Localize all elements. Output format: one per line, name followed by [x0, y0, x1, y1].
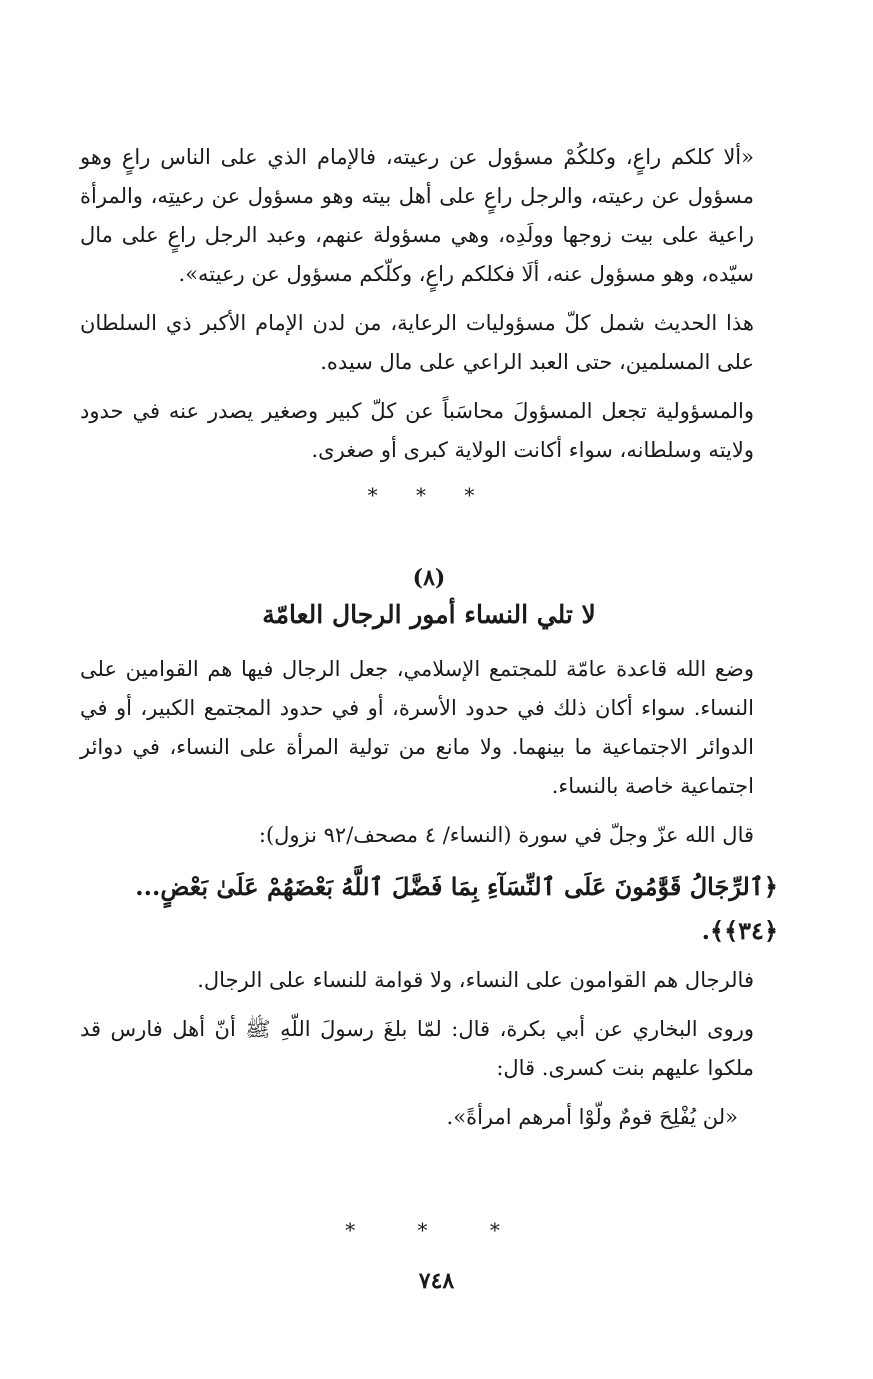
- chapter-title: لا تلي النساء أمور الرجال العامّة: [262, 600, 596, 629]
- page-number: ٧٤٨: [418, 1268, 455, 1294]
- page-body: [80, 138, 778, 1147]
- verse-intro: قال الله عزّ وجلّ في سورة (النساء/ ٤ مصحف/٩٢ نزول):: [258, 823, 754, 847]
- responsibility-paragraph: والمسؤولية تجعل المسؤولَ محاسَباً عن كلّ كبير وصغير يصدر عنه في حدود ولايته وسلطانه، سواء أكانت الولاية كبرى أو صغرى.: [80, 399, 754, 462]
- chapter-intro-paragraph: وضع الله قاعدة عامّة للمجتمع الإسلامي، جعل الرجال فيها هم القوامين على النساء. سواء أكان ذلك في حدود الأسرة، أو في حدود المجتمع الكبير، أو في الدوائر الاجتماعية ما بينهما. ولا مانع من تولية المرأة على النساء، في دوائر اجتماعية خاصة بالنساء.: [80, 657, 754, 798]
- after-verse-paragraph: فالرجال هم القوامون على النساء، ولا قوامة للنساء على الرجال.: [197, 968, 754, 992]
- section-separator: * * *: [367, 483, 491, 507]
- hadith-quote: «لن يُفْلِحَ قومٌ ولّوْا أمرهم امرأةً».: [446, 1105, 738, 1129]
- quran-verse: ﴿ٱلرِّجَالُ قَوَّٰمُونَ عَلَى ٱلنِّسَآءِ بِمَا فَضَّلَ ٱللَّهُ بَعْضَهُمْ عَلَىٰ بَعْضٍ... ﴿٣٤﴾﴾.: [135, 872, 778, 945]
- end-separator: * * *: [345, 1218, 528, 1242]
- hadith-paragraph: «ألا كلكم راعٍ، وكلكُمْ مسؤول عن رعيته، فالإمام الذي على الناس راعٍ وهو مسؤول عن رعيته، والرجل راعٍ على أهل بيته وهو مسؤول عن رعيتِه، والمرأة راعية على بيت زوجها وولَدِه، وهي مسؤولة عنهم، وعبد الرجل راعٍ على مال سيّده، وهو مسؤول عنه، ألَا فكلكم راعٍ، وكلّكم مسؤول عن رعيته».: [80, 145, 754, 286]
- chapter-number: (٨): [412, 565, 446, 591]
- hadith-intro-paragraph: وروى البخاري عن أبي بكرة، قال: لمّا بلغَ رسولَ اللّهِ ﷺ أنّ أهل فارس قد ملكوا عليهم بنت كسرى. قال:: [80, 1017, 754, 1080]
- commentary-paragraph: هذا الحديث شمل كلّ مسؤوليات الرعاية، من لدن الإمام الأكبر ذي السلطان على المسلمين، حتى العبد الراعي على مال سيده.: [80, 311, 754, 374]
